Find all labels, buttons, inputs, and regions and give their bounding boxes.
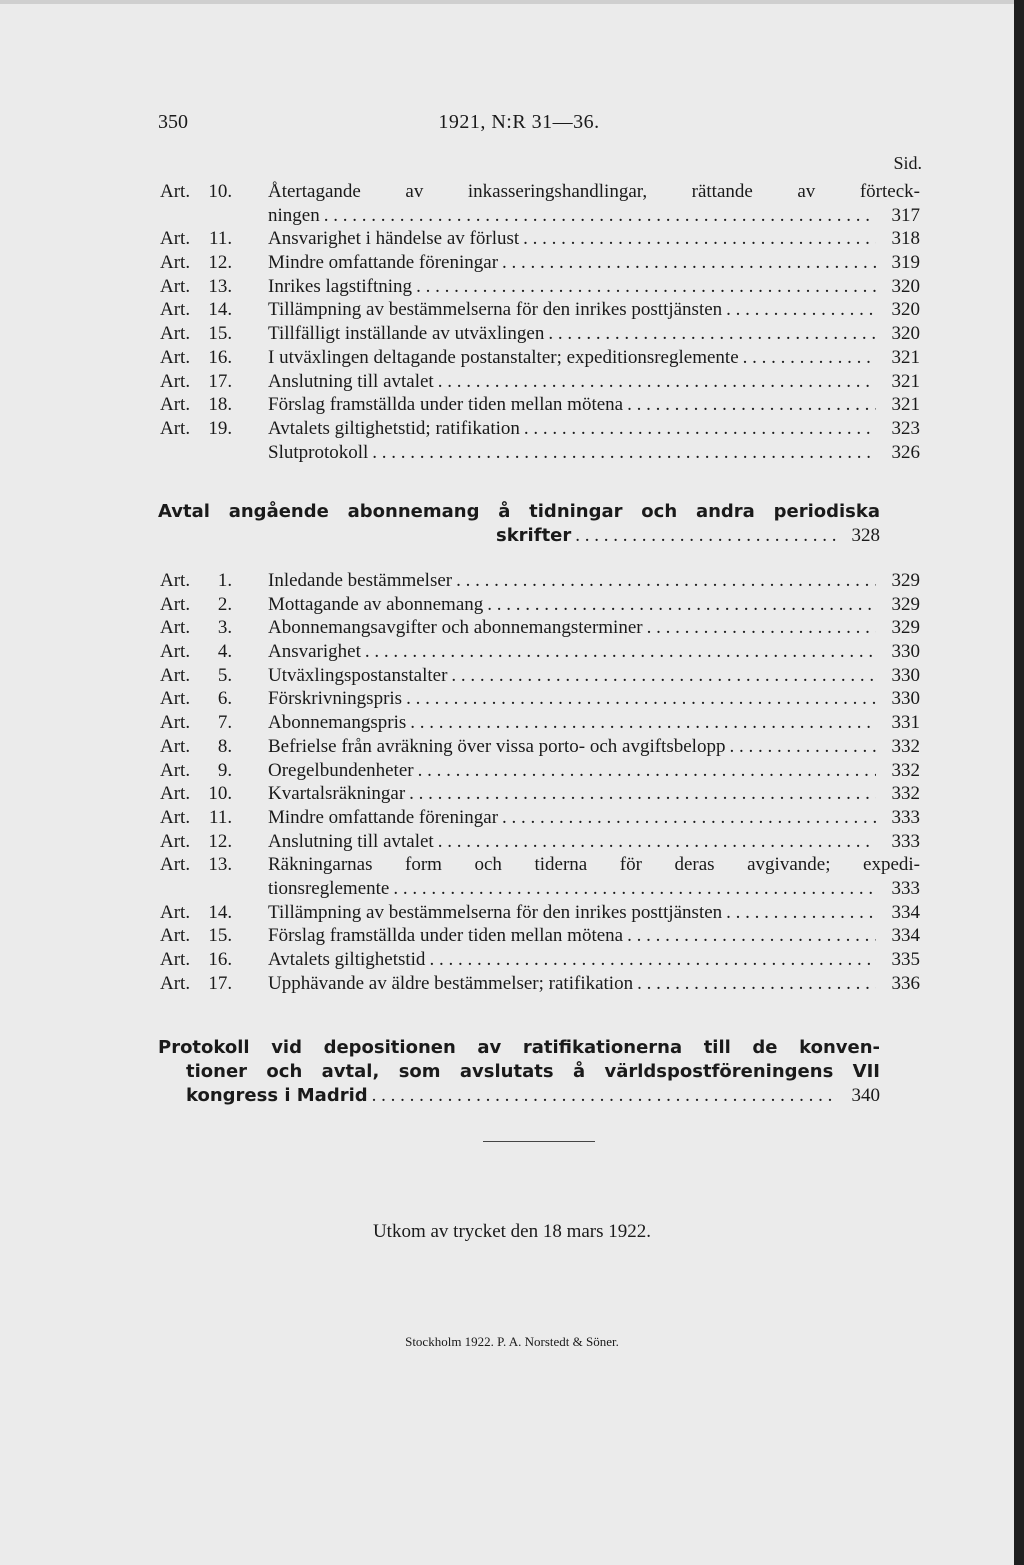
toc-section-convention <box>158 180 920 464</box>
article-number: 3. <box>217 617 233 639</box>
toc-entry <box>268 877 920 901</box>
toc-entry <box>268 251 920 275</box>
leader-dots <box>324 204 876 228</box>
article-label <box>160 322 268 346</box>
page-ref: 318 <box>891 228 920 250</box>
leader-dots <box>647 616 876 640</box>
toc-row <box>158 972 920 996</box>
article-number: 2. <box>217 593 233 615</box>
toc-entry <box>268 806 920 830</box>
leader-dots <box>523 227 876 251</box>
page-ref: 329 <box>891 617 920 639</box>
toc-row <box>158 948 920 972</box>
entry-title: Upphävande av äldre bestämmelser; ratifikation <box>268 972 634 994</box>
article-prefix: Art. <box>160 972 191 994</box>
section-heading-abonnemang <box>158 500 880 548</box>
page-ref: 332 <box>891 759 920 781</box>
leader-dots <box>575 524 836 548</box>
toc-row <box>158 901 920 925</box>
leader-dots <box>393 877 876 901</box>
toc-entry <box>268 901 920 925</box>
entry-title: Mottagande av abonnemang <box>268 593 484 615</box>
article-number: 5. <box>217 664 233 686</box>
entry-title: Anslutning till avtalet <box>268 830 434 852</box>
article-prefix: Art. <box>160 901 191 923</box>
article-label <box>160 759 268 783</box>
heading-line: skrifter <box>496 525 572 546</box>
leader-dots <box>410 711 876 735</box>
article-prefix: Art. <box>160 570 191 591</box>
article-label <box>160 877 268 901</box>
entry-title: Anslutning till avtalet <box>268 370 434 392</box>
article-label <box>160 569 268 593</box>
entry-title: Tillämpning av bestämmelserna för den inrikes posttjänsten <box>268 299 723 321</box>
article-label <box>160 204 268 228</box>
toc-entry <box>268 735 920 759</box>
entry-title: Abonnemangsavgifter och abonnemangsterminer <box>268 617 643 639</box>
page-number: 350 <box>158 111 188 133</box>
entry-title: Ansvarighet i händelse av förlust <box>268 228 520 250</box>
article-prefix: Art. <box>160 949 191 970</box>
leader-dots <box>418 759 876 783</box>
toc-entry <box>268 853 920 877</box>
article-prefix: Art. <box>160 346 191 368</box>
toc-entry <box>268 711 920 735</box>
article-label <box>160 180 268 204</box>
page-ref: 330 <box>891 688 920 710</box>
article-number: 11. <box>209 228 233 250</box>
toc-entry <box>268 275 920 299</box>
leader-dots <box>726 901 876 925</box>
toc-row <box>158 806 920 830</box>
toc-entry <box>268 346 920 370</box>
article-label <box>160 441 268 465</box>
article-number: 14. <box>208 901 233 923</box>
leader-dots <box>637 972 876 996</box>
leader-dots <box>524 417 876 441</box>
toc-row <box>158 711 920 735</box>
article-number: 13. <box>208 854 233 876</box>
article-label <box>160 806 268 830</box>
article-label <box>160 782 268 806</box>
heading-line: kongress i Madrid <box>186 1085 368 1106</box>
leader-dots <box>451 664 876 688</box>
toc-row <box>158 322 920 346</box>
entry-title: Förskrivningspris <box>268 688 403 710</box>
article-label <box>160 275 268 299</box>
leader-dots <box>372 1084 836 1108</box>
article-label <box>160 593 268 617</box>
article-prefix: Art. <box>160 370 191 392</box>
heading-line: tioner och avtal, som avslutats å världspostföreningens VII <box>186 1061 880 1082</box>
article-prefix: Art. <box>160 759 191 781</box>
page-ref: 321 <box>891 394 920 416</box>
toc-row <box>158 204 920 228</box>
leader-dots <box>438 830 876 854</box>
article-label <box>160 948 268 972</box>
article-prefix: Art. <box>160 806 191 828</box>
toc-entry <box>268 417 920 441</box>
article-label <box>160 616 268 640</box>
article-label <box>160 711 268 735</box>
leader-dots <box>743 346 876 370</box>
toc-entry <box>268 227 920 251</box>
toc-row <box>158 569 920 593</box>
toc-row <box>158 735 920 759</box>
article-label <box>160 830 268 854</box>
leader-dots <box>502 806 876 830</box>
article-label <box>160 251 268 275</box>
article-number: 10. <box>208 181 233 202</box>
leader-dots <box>406 687 876 711</box>
article-prefix: Art. <box>160 181 191 202</box>
article-number: 18. <box>208 394 233 416</box>
entry-title: Oregelbundenheter <box>268 759 414 781</box>
entry-title: Avtalets giltighetstid; ratifikation <box>268 417 520 439</box>
toc-row <box>158 687 920 711</box>
article-prefix: Art. <box>160 783 191 805</box>
article-number: 19. <box>208 417 233 439</box>
leader-dots <box>487 593 876 617</box>
scan-edge-top <box>0 0 1024 4</box>
toc-row <box>158 759 920 783</box>
page-ref: 326 <box>891 441 920 463</box>
toc-entry <box>268 441 920 465</box>
toc-row <box>158 346 920 370</box>
toc-entry <box>268 180 920 204</box>
entry-title: Slutprotokoll <box>268 441 369 463</box>
toc-entry <box>268 664 920 688</box>
article-label <box>160 393 268 417</box>
article-label <box>160 417 268 441</box>
article-number: 12. <box>208 830 233 852</box>
toc-row <box>158 180 920 204</box>
article-number: 14. <box>208 299 233 321</box>
page-ref: 330 <box>891 641 920 663</box>
entry-title: Inrikes lagstiftning <box>268 275 413 297</box>
page-ref: 336 <box>891 972 920 994</box>
section-heading-protokoll <box>158 1036 880 1108</box>
article-prefix: Art. <box>160 417 191 439</box>
article-number: 17. <box>208 370 233 392</box>
page-ref: 317 <box>891 204 920 226</box>
toc-row <box>158 924 920 948</box>
entry-title: Kvartalsräkningar <box>268 783 406 805</box>
article-label <box>160 924 268 948</box>
toc-entry <box>268 830 920 854</box>
article-label <box>160 687 268 711</box>
article-prefix: Art. <box>160 299 191 321</box>
toc-entry <box>268 687 920 711</box>
leader-dots <box>365 640 876 664</box>
page-ref: 321 <box>891 370 920 392</box>
entry-title: Befrielse från avräkning över vissa porto- och avgiftsbelopp <box>268 735 726 757</box>
article-prefix: Art. <box>160 323 191 345</box>
page-ref: 319 <box>891 252 920 274</box>
toc-entry <box>268 322 920 346</box>
page-ref: 328 <box>851 525 880 546</box>
page-ref: 340 <box>851 1085 880 1106</box>
article-label <box>160 853 268 877</box>
toc-entry <box>268 640 920 664</box>
page-ref: 332 <box>891 783 920 805</box>
leader-dots <box>548 322 876 346</box>
toc-row <box>158 853 920 877</box>
article-number: 1. <box>217 570 233 591</box>
leader-dots <box>409 782 876 806</box>
page-ref: 329 <box>891 570 920 591</box>
article-number: 7. <box>217 712 233 734</box>
article-number: 17. <box>208 972 233 994</box>
scan-edge-right <box>1014 0 1024 1565</box>
leader-dots <box>456 569 876 593</box>
article-label <box>160 664 268 688</box>
entry-title: Återtagande av inkasseringshandlingar, rättande av förteck- <box>268 181 920 202</box>
article-number: 9. <box>217 759 233 781</box>
page-ref: 321 <box>891 346 920 368</box>
toc-row <box>158 616 920 640</box>
page-ref: 333 <box>891 877 920 899</box>
leader-dots <box>627 393 876 417</box>
page-header <box>158 111 880 141</box>
toc-row <box>158 251 920 275</box>
toc-row <box>158 227 920 251</box>
article-label <box>160 227 268 251</box>
entry-title: Inledande bestämmelser <box>268 570 453 591</box>
toc-entry <box>268 616 920 640</box>
article-prefix: Art. <box>160 854 191 876</box>
leader-dots <box>627 924 876 948</box>
article-number: 12. <box>208 252 233 274</box>
article-number: 16. <box>208 346 233 368</box>
leader-dots <box>726 298 876 322</box>
leader-dots <box>729 735 876 759</box>
article-prefix: Art. <box>160 394 191 416</box>
toc-row <box>158 275 920 299</box>
toc-row <box>158 393 920 417</box>
toc-row <box>158 640 920 664</box>
article-number: 15. <box>208 323 233 345</box>
entry-title: ningen <box>268 204 320 226</box>
article-prefix: Art. <box>160 252 191 274</box>
toc-entry <box>268 593 920 617</box>
page-ref: 334 <box>891 925 920 947</box>
entry-title: Mindre omfattande föreningar <box>268 806 499 828</box>
entry-title: tionsreglemente <box>268 877 390 899</box>
toc-row <box>158 298 920 322</box>
article-number: 15. <box>208 925 233 947</box>
article-label <box>160 640 268 664</box>
page-ref: 329 <box>891 593 920 615</box>
entry-title: Avtalets giltighetstid <box>268 949 426 970</box>
article-label <box>160 346 268 370</box>
article-prefix: Art. <box>160 228 191 250</box>
page-ref: 320 <box>891 323 920 345</box>
page-ref: 333 <box>891 830 920 852</box>
heading-line: Protokoll vid depositionen av ratifikationerna till de konven- <box>158 1037 880 1058</box>
page-column-label: Sid. <box>893 153 922 173</box>
entry-title: Förslag framställda under tiden mellan mötena <box>268 925 624 947</box>
toc-entry <box>268 370 920 394</box>
article-prefix: Art. <box>160 275 191 297</box>
page-ref: 320 <box>891 275 920 297</box>
article-number: 11. <box>209 806 233 828</box>
article-prefix: Art. <box>160 617 191 639</box>
article-prefix: Art. <box>160 712 191 734</box>
toc-row <box>158 417 920 441</box>
toc-row <box>158 370 920 394</box>
article-prefix: Art. <box>160 830 191 852</box>
article-label <box>160 370 268 394</box>
toc-entry <box>268 393 920 417</box>
entry-title: Tillfälligt inställande av utväxlingen <box>268 323 545 345</box>
toc-entry <box>268 204 920 228</box>
running-head: 1921, N:R 31—36. <box>438 111 600 133</box>
toc-row <box>158 877 920 901</box>
toc-entry <box>268 924 920 948</box>
toc-entry <box>268 972 920 996</box>
page-ref: 331 <box>891 712 920 734</box>
article-prefix: Art. <box>160 735 191 757</box>
toc-entry <box>268 948 920 972</box>
leader-dots <box>502 251 876 275</box>
toc-entry <box>268 759 920 783</box>
entry-title: Förslag framställda under tiden mellan mötena <box>268 394 624 416</box>
page-ref: 334 <box>891 901 920 923</box>
article-prefix: Art. <box>160 925 191 947</box>
toc-row <box>158 664 920 688</box>
page-ref: 332 <box>891 735 920 757</box>
article-label <box>160 901 268 925</box>
article-prefix: Art. <box>160 641 191 663</box>
heading-line-last <box>158 524 880 548</box>
toc-entry <box>268 298 920 322</box>
article-label <box>160 972 268 996</box>
article-number: 8. <box>217 735 233 757</box>
heading-line-last <box>158 1084 880 1108</box>
article-prefix: Art. <box>160 593 191 615</box>
toc-entry <box>268 782 920 806</box>
entry-title: Ansvarighet <box>268 641 361 663</box>
article-prefix: Art. <box>160 688 191 710</box>
article-number: 16. <box>208 949 233 970</box>
page-ref: 335 <box>891 949 920 970</box>
article-label <box>160 298 268 322</box>
article-prefix: Art. <box>160 664 191 686</box>
page-ref: 323 <box>891 417 920 439</box>
publication-note: Utkom av trycket den 18 mars 1922. <box>372 1221 652 1242</box>
heading-line: Avtal angående abonnemang å tidningar och andra periodiska <box>158 501 880 522</box>
article-label <box>160 735 268 759</box>
leader-dots <box>416 275 876 299</box>
page-ref: 333 <box>891 806 920 828</box>
page-ref: 330 <box>891 664 920 686</box>
divider-rule <box>483 1141 595 1142</box>
article-number: 4. <box>217 641 233 663</box>
toc-row <box>158 782 920 806</box>
article-number: 10. <box>208 783 233 805</box>
entry-title: Utväxlingspostanstalter <box>268 664 448 686</box>
entry-title: Abonnemangspris <box>268 712 407 734</box>
entry-title: I utväxlingen deltagande postanstalter; expeditionsreglemente <box>268 346 739 368</box>
entry-title: Räkningarnas form och tiderna för deras avgivande; expedi- <box>268 854 920 876</box>
toc-row <box>158 441 920 465</box>
article-number: 13. <box>208 275 233 297</box>
leader-dots <box>429 948 876 972</box>
article-number: 6. <box>217 688 233 710</box>
leader-dots <box>372 441 876 465</box>
entry-title: Mindre omfattande föreningar <box>268 252 499 274</box>
toc-row <box>158 830 920 854</box>
toc-row <box>158 593 920 617</box>
toc-entry <box>268 569 920 593</box>
page-ref: 320 <box>891 299 920 321</box>
toc-section-abonnemang <box>158 569 920 995</box>
entry-title: Tillämpning av bestämmelserna för den inrikes posttjänsten <box>268 901 723 923</box>
printer-imprint: Stockholm 1922. P. A. Norstedt & Söner. <box>405 1334 619 1349</box>
leader-dots <box>438 370 876 394</box>
